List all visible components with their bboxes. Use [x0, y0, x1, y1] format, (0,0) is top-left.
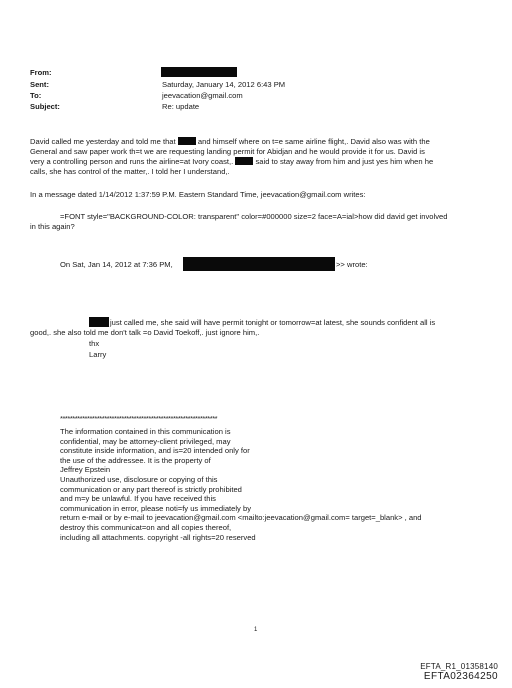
- thx-text: thx: [89, 339, 100, 348]
- name-redaction-2: [235, 157, 253, 165]
- p1-text-a: David called me yesterday and told me that: [30, 137, 176, 146]
- disclaimer-line: confidential, may be attorney-client privileged, may: [60, 436, 231, 446]
- disclaimer-line: including all attachments. copyright -all rights=20 reserved: [60, 532, 256, 542]
- from-redaction: [161, 67, 237, 77]
- on-sat-text: On Sat, Jan 14, 2012 at 7:36 PM,: [60, 260, 173, 269]
- font-raw-line: =FONT style="BACKGROUND-COLOR: transparent" color=#000000 size=2 face=A=ial>how did david get involved: [60, 212, 448, 221]
- disclaimer-line: constitute inside information, and is=20 intended only for: [60, 446, 250, 456]
- sent-value: Saturday, January 14, 2012 6:43 PM: [162, 80, 286, 89]
- disclaimer-stars: ****************************************************************: [60, 414, 218, 423]
- disclaimer-line: return e-mail or by e-mail to jeevacation@gmail.com <mailto:jeevacation@gmail.com= target=_blank> , and: [60, 513, 422, 523]
- disclaimer-line: destroy this communicat=on and all copies thereof,: [60, 522, 232, 532]
- p1-text-f: calls, she has control of the matter,. I told her I understand,.: [30, 167, 230, 176]
- disclaimer-line: communication in error, please noti=fy us immediately by: [60, 503, 251, 513]
- disclaimer-line: Jeffrey Epstein: [60, 465, 111, 475]
- wrote-text: >> wrote:: [336, 260, 368, 269]
- name-redaction-1: [178, 137, 196, 145]
- quote-intro: In a message dated 1/14/2012 1:37:59 P.M. Eastern Standard Time, jeevacation@gmail.com writes:: [30, 190, 366, 199]
- subject-label: Subject:: [30, 102, 60, 111]
- p1-text-b: and himself where on t=e same airline flight,. David also was with the: [197, 137, 430, 146]
- bates-number-2: EFTA02364250: [423, 671, 498, 682]
- signature-larry: Larry: [89, 350, 107, 359]
- disclaimer-block: [60, 427, 422, 542]
- subject-value: Re: update: [162, 102, 200, 111]
- p1-text-e: said to stay away from him and just yes him when he: [255, 157, 434, 166]
- bates-number-1: EFTA_R1_01358140: [420, 662, 498, 671]
- font-raw-line-2: in this again?: [30, 222, 75, 231]
- disclaimer-line: Unauthorized use, disclosure or copying of this: [60, 474, 218, 484]
- page-number: 1: [254, 627, 258, 633]
- p1-text-d: very a controlling person and runs the airline=at Ivory coast,.: [30, 157, 234, 166]
- disclaimer-line: The information contained in this communication is: [60, 427, 231, 436]
- disclaimer-line: and m=y be unlawful. If you have received this: [60, 494, 216, 504]
- disclaimer-line: the use of the addressee. It is the property of: [60, 455, 211, 465]
- p1-text-c: General and saw paper work th=t we are requesting landing permit for Abidjan and he would provide it for us. David is: [30, 147, 425, 156]
- to-label: To:: [30, 91, 42, 100]
- from-label: From:: [30, 68, 52, 77]
- sent-label: Sent:: [30, 80, 49, 89]
- to-value: jeevacation@gmail.com: [162, 91, 243, 100]
- just-called-line-1: just called me, she said will have permit tonight or tomorrow=at latest, she sounds confident all is: [110, 318, 436, 327]
- sender-redaction: [183, 257, 335, 271]
- just-called-line-2: good,. she also told me don't talk =o David Toekoff,. just ignore him,.: [30, 328, 260, 337]
- disclaimer-line: communication or any part thereof is strictly prohibited: [60, 484, 242, 494]
- name-redaction-3: [89, 317, 109, 327]
